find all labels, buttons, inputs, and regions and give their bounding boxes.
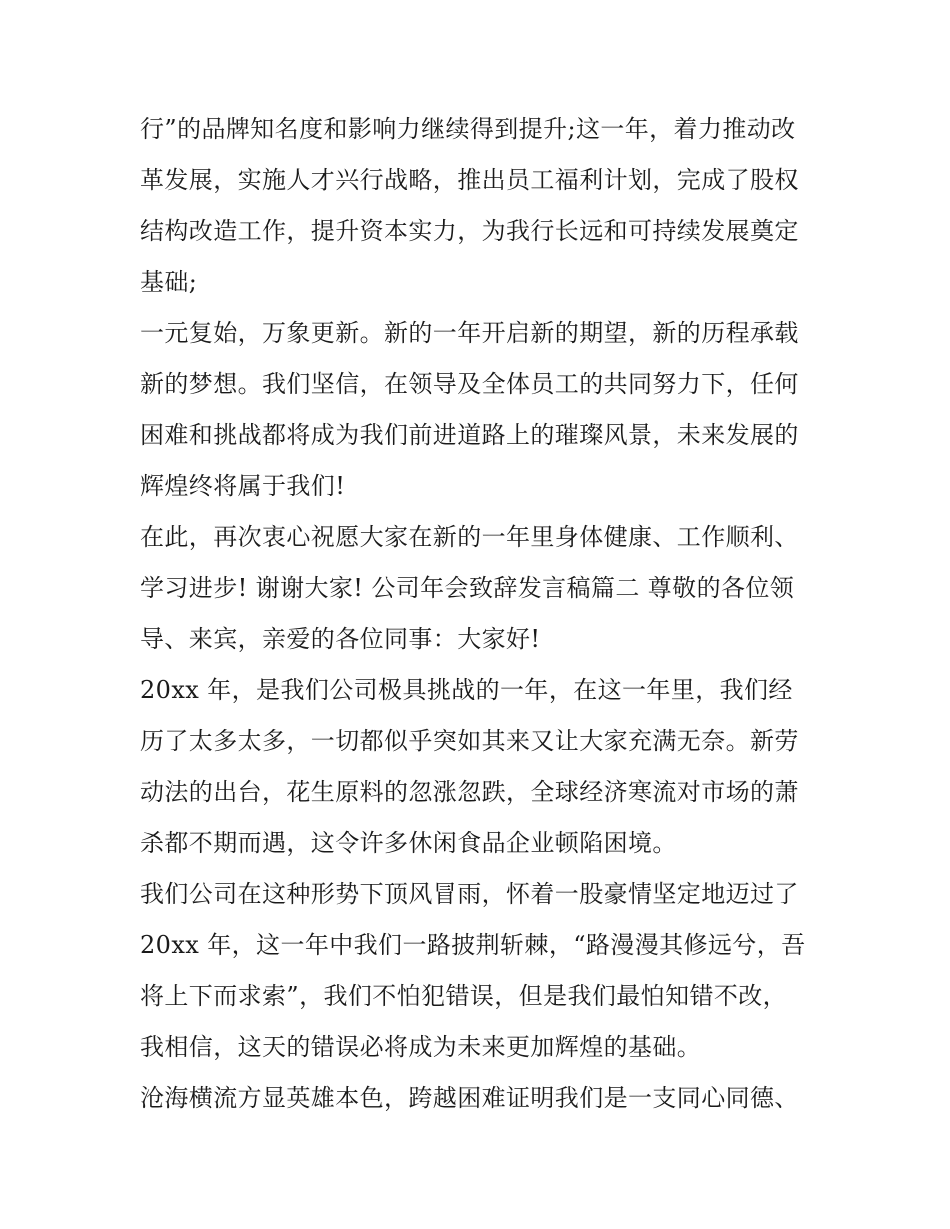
text-line: 革发展，实施人才兴行战略，推出员工福利计划，完成了股权: [140, 166, 799, 194]
text-line: 杀都不期而遇，这令许多休闲食品企业顿陷困境。: [140, 829, 677, 857]
text-line: 行”的品牌知名度和影响力继续得到提升;这一年，着力推动改: [140, 115, 796, 143]
text-line: 20xx 年，这一年中我们一路披荆斩棘，“路漫漫其修远兮，吾: [140, 931, 806, 959]
text-line: 动法的出台，花生原料的忽涨忽跌，全球经济寒流对市场的萧: [140, 778, 799, 806]
text-line: 将上下而求索”，我们不怕犯错误，但是我们最怕知错不改，: [140, 982, 788, 1010]
text-line: 困难和挑战都将成为我们前进道路上的璀璨风景，未来发展的: [140, 421, 799, 449]
text-line: 我相信，这天的错误必将成为未来更加辉煌的基础。: [140, 1033, 702, 1061]
text-line: 新的梦想。我们坚信，在领导及全体员工的共同努力下，任何: [140, 370, 799, 398]
text-line: 基础;: [140, 268, 198, 296]
text-line: 学习进步! 谢谢大家! 公司年会致辞发言稿篇二 尊敬的各位领: [140, 574, 795, 602]
text-line: 导、来宾，亲爱的各位同事：大家好!: [140, 625, 541, 653]
text-line: 一元复始，万象更新。新的一年开启新的期望，新的历程承载: [140, 319, 799, 347]
text-line: 在此，再次衷心祝愿大家在新的一年里身体健康、工作顺利、: [140, 523, 799, 551]
text-line: 辉煌终将属于我们!: [140, 472, 346, 500]
text-line: 我们公司在这种形势下顶风冒雨，怀着一股豪情坚定地迈过了: [140, 880, 799, 908]
text-line: 沧海横流方显英雄本色，跨越困难证明我们是一支同心同德、: [140, 1084, 799, 1112]
text-line: 结构改造工作，提升资本实力，为我行长远和可持续发展奠定: [140, 217, 799, 245]
text-line: 20xx 年，是我们公司极具挑战的一年，在这一年里，我们经: [140, 676, 793, 704]
text-line: 历了太多太多，一切都似乎突如其来又让大家充满无奈。新劳: [140, 727, 799, 755]
document-body: [140, 104, 820, 1124]
